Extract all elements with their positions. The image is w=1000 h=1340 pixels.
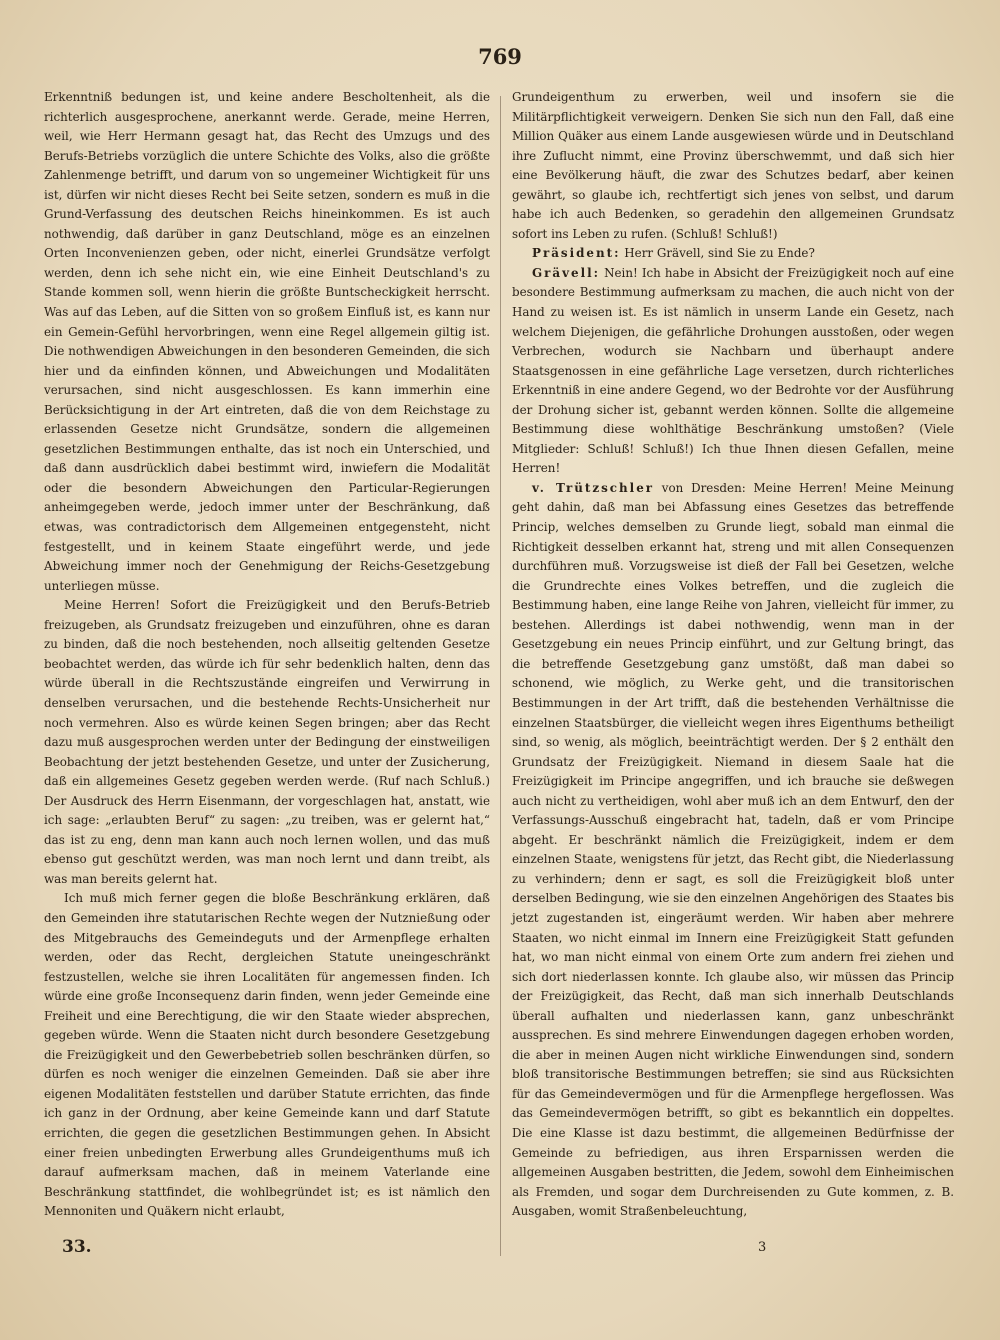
speech-text: Herr Grävell, sind Sie zu Ende? — [620, 246, 815, 261]
speaker-name: Grävell: — [532, 265, 601, 280]
speaker-name: Präsident: — [532, 246, 621, 261]
page-number: 769 — [478, 44, 522, 69]
right-paragraph-1: Grundeigenthum zu erwerben, weil und insofern sie die Militärpflichtigkeit verweigern. Denken Sie sich nun den Fall, daß eine Million Quäker aus einem Lande ausgewiesen würde und in Deutschland ihre Zuflucht nimmt, eine Provinz überschwemmt, und daß sich hier eine Bevölkerung häuft, die zwar des Schutzes bedarf, aber keinen gewährt, so glaube ich, rechtfertigt sich jenes von selbst, und darum habe ich auch Bedenken, so geradehin den allgemeinen Grundsatz sofort ins Leben zu rufen. (Schluß! Schluß!) — [512, 90, 954, 241]
sheet-number: 33. — [62, 1237, 92, 1257]
speaker-name: v. Trützschler — [532, 480, 655, 495]
speech-graevell — [512, 264, 954, 479]
column-divider — [500, 96, 501, 1256]
speech-text: von Dresden: Meine Herren! Meine Meinung geht dahin, daß man bei Abfassung eines Gesetzes das betreffende Princip, welches demselben zu Grunde liegt, sobald man einmal die Richtigkeit desselben erkannt hat, streng und mit allen Consequenzen durchführen muß. Vorzugsweise ist dieß der Fall bei Gesetzen, welche die Grundrechte eines Volkes betreffen, und die zugleich die Bestimmung haben, eine lange Reihe von Jahren, vielleicht für immer, zu bestehen. Allerdings ist dabei nothwendig, wenn man in der Gesetzgebung ein neues Princip einführt, und zur Geltung bringt, das die betreffende Gesetzgebung ganz umstößt, daß man dabei so schonend, wie möglich, zu Werke geht, und die transitorischen Bestimmungen in der Art trifft, daß die bestehenden Verhältnisse die einzelnen Staatsbürger, die vielleicht wegen ihres Eigenthums betheiligt sind, so wenig, als möglich, beeinträchtigt werden. Der § 2 enthält den Grundsatz der Freizügigkeit. Niemand in diesem Saale hat die Freizügigkeit im Principe angegriffen, und ich brauche sie deßwegen auch nicht zu vertheidigen, wohl aber muß ich an dem Entwurf, den der Verfassungs-Ausschuß eingebracht hat, tadeln, daß er vom Principe abgeht. Er beschränkt nämlich die Freizügigkeit, indem er dem einzelnen Staate, wenigstens für jetzt, das Recht gibt, die Niederlassung zu verhindern; denn er sagt, es soll die Freizügigkeit bloß unter derselben Bedingung, wie sie den einzelnen Angehörigen des Staates bis jetzt zugestanden ist, eingeräumt werden. Wir haben aber mehrere Staaten, wo nicht einmal im Innern eine Freizügigkeit Statt gefunden hat, wo man nicht einmal von einem Orte zum andern frei ziehen und sich dort niederlassen konnte. Ich glaube also, wir müssen das Princip der Freizügigkeit, das Recht, daß man sich innerhalb Deutschlands überall aufhalten und niederlassen kann, ganz unbeschränkt aussprechen. Es sind mehrere Einwendungen dagegen erhoben worden, die aber in meinen Augen nicht wirkliche Einwendungen sind, sondern bloß transitorische Bestimmungen betreffen; sie sind aus Rücksichten für das Gemeindevermögen und für die Armenpflege hergeflossen. Was das Gemeindevermögen betrifft, so gibt es bekanntlich ein doppeltes. Die eine Klasse ist dazu bestimmt, die allgemeinen Bedürfnisse der Gemeinde zu befriedigen, aus ihren Ersparnissen werden die allgemeinen Ausgaben bestritten, die Jedem, sowohl dem Einheimischen als Fremden, und sogar dem Durchreisenden zu Gute kommen, z. B. Ausgaben, womit Straßenbeleuchtung, — [512, 480, 954, 1219]
speech-truetzschler — [512, 479, 954, 1222]
speech-text: Nein! Ich habe in Absicht der Freizügigkeit noch auf eine besondere Bestimmung aufmerksam zu machen, die auch nicht von der Hand zu weisen ist. Es ist nämlich in unserm Lande ein Gesetz, nach welchem Diejenigen, die gefährliche Drohungen ausstoßen, oder wegen Verbrechen, wodurch sie Nachbarn und überhaupt andere Staatsgenossen in eine gefährliche Lage versetzen, durch richterliches Erkenntniß in eine andere Gegend, wo der Bedrohte vor der Ausführung der Drohung sicher ist, gebannt werden können. Sollte die allgemeine Bestimmung diese wohlthätige Beschränkung umstoßen? (Viele Mitglieder: Schluß! Schluß!) Ich thue Ihnen diesen Gefallen, meine Herren! — [512, 265, 954, 476]
left-paragraph-3: Ich muß mich ferner gegen die bloße Beschränkung erklären, daß den Gemeinden ihre statutarischen Rechte wegen der Nutznießung oder des Mitgebrauchs des Gemeindeguts und der Armenpflege erhalten werden, oder das Recht, dergleichen Statute uneingeschränkt festzustellen, welche sie ihren Localitäten für angemessen finden. Ich würde eine große Inconsequenz darin finden, wenn jeder Gemeinde eine Freiheit und eine Berechtigung, die wir den Staate wieder absprechen, gegeben würde. Wenn die Staaten nicht durch besondere Gesetzgebung die Freizügigkeit und den Gewerbebetrieb sollen beschränken dürfen, so dürfen es noch weniger die einzelnen Gemeinden. Daß sie aber ihre eigenen Modalitäten feststellen und darüber Statute errichten, das finde ich ganz in der Ordnung, aber keine Gemeinde kann und darf Statute errichten, die gegen die gesetzlichen Bestimmungen gehen. In Absicht einer freien unbedingten Erwerbung alles Grundeigenthums muß ich darauf aufmerksam machen, daß in meinem Vaterlande eine Beschränkung stattfindet, die wohlbegründet ist; es ist nämlich den Mennoniten und Quäkern nicht erlaubt, — [44, 891, 490, 1219]
sheet-mark: 3 — [758, 1240, 767, 1255]
right-column — [512, 88, 954, 1222]
left-paragraph-1: Erkenntniß bedungen ist, und keine andere Bescholtenheit, als die richterlich ausgesprochene, anerkannt werde. Gerade, meine Herren, weil, wie Herr Hermann gesagt hat, das Recht des Umzugs und des Berufs-Betriebs vorzüglich die untere Schichte des Volks, also die größte Zahlenmenge betrifft, und darum von so ungemeiner Wichtigkeit für uns ist, dürfen wir nicht dieses Recht bei Seite setzen, sondern es muß in die Grund-Verfassung des deutschen Reichs hineinkommen. Es ist auch nothwendig, daß darüber in ganz Deutschland, möge es an einzelnen Orten Inconvenienzen geben, oder nicht, einerlei Grundsätze verfolgt werden, denn ich sehe nicht ein, wie eine Einheit Deutschland's zu Stande kommen soll, wenn hierin die größte Buntscheckigkeit herrscht. Was auf das Leben, auf die Sitten von so großem Einfluß ist, es kann nur ein Gemein-Gefühl hervorbringen, wenn eine Regel allgemein giltig ist. Die nothwendigen Abweichungen in den besonderen Gemeinden, die sich hier und da einfinden können, und Abweichungen und Modalitäten verursachen, sind nicht ausgeschlossen. Es kann immerhin eine Berücksichtigung in der Art eintreten, daß die von dem Reichstage zu erlassenden Gesetze nicht Grundsätze, sondern die allgemeinen gesetzlichen Bestimmungen enthalte, das ist noch ein Unterschied, und daß dann ausdrücklich dabei bestimmt wird, inwiefern die Modalität oder die besondern Abweichungen den Particular-Regierungen anheimgegeben werde, jedoch immer unter der Beschränkung, daß etwas, was contradictorisch dem Allgemeinen entgegensteht, nicht festgestellt, und in keinem Staate eingeführt werde, und jede Abweichung immer noch der Genehmigung der Reichs-Gesetzgebung unterliegen müsse. — [44, 90, 490, 593]
speech-president — [512, 244, 954, 264]
left-column — [44, 88, 490, 1222]
left-paragraph-2: Meine Herren! Sofort die Freizügigkeit und den Berufs-Betrieb freizugeben, als Grundsatz freizugeben und einzuführen, ohne es daran zu binden, daß die noch bestehenden, noch allseitig geltenden Gesetze beobachtet werden, das würde ich für sehr bedenklich halten, denn das würde überall in die Rechtszustände eingreifen und Verwirrung in denselben verursachen, und die bestehende Rechts-Unsicherheit nur noch vermehren. Also es würde keinen Segen bringen; aber das Recht dazu muß ausgesprochen werden unter der Bedingung der einstweiligen Beobachtung der jetzt bestehenden Gesetze, und unter der Zusicherung, daß ein allgemeines Gesetz gegeben werden werde. (Ruf nach Schluß.) Der Ausdruck des Herrn Eisenmann, der vorgeschlagen hat, anstatt, wie ich sage: „erlaubten Beruf“ zu sagen: „zu treiben, was er gelernt hat,“ das ist zu eng, denn man kann auch noch lernen wollen, und das muß ebenso gut geschützt werden, was man noch lernt und dann treibt, als was man bereits gelernt hat. — [44, 598, 490, 886]
